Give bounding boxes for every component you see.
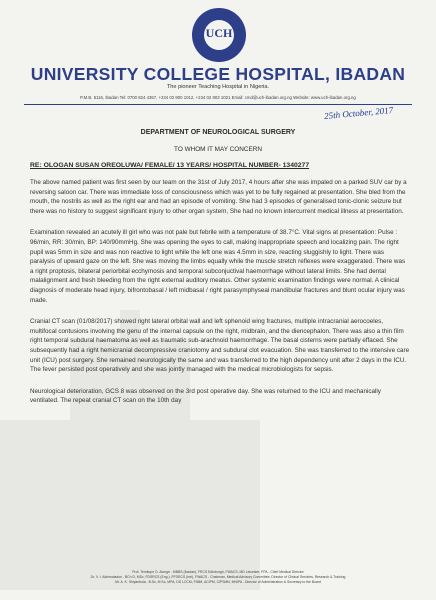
letter-footer (0, 570, 436, 586)
subject-line: RE: OLOGAN SUSAN OREOLUWA/ FEMALE/ 13 YEARS/ HOSPITAL NUMBER- 1340277 (30, 162, 310, 169)
footer-line: Prof. Temitope O. Alonge - MBBS (Ibadan), FRCS Edinburgh, FWACS, MD Leicester, FPA - Chief Medical Director (132, 570, 304, 574)
paragraph: Cranial CT scan (01/08/2017) showed right lateral orbital wall and left sphenoid wing fractures, multiple intracranial aerocoeles, multifocal contusions involving the genu of the internal capsule on the right, midbrain, and the diencephalon. There was also a thin film right temporal subdural haematoma as well as traumatic sub-arachnoid haemorrhage. The basal cisterns were partially effaced. She subsequently had a right hemicranial decompressive craniotomy and subdural clot evacuation. She was transferred to the intensive care unit (ICU) post surgery. She remained neurologically the same and was transferred to the high dependency unit after 2 days in the ICU. The fever persisted post operatively and she was jointly managed with the medical microbiologists for sepsis. (30, 318, 410, 374)
department-heading: DEPARTMENT OF NEUROLOGICAL SURGERY (140, 129, 296, 136)
header-rule (24, 104, 412, 105)
handwritten-date: 25th October, 2017 (323, 105, 394, 121)
hospital-tagline: The pioneer Teaching Hospital in Nigeria. (166, 84, 270, 90)
hospital-logo: UCH (192, 8, 246, 62)
paragraph: The above named patient was first seen by our team on the 31st of July 2017, 4 hours after she was impaled on a parked SUV car by a reversing saloon car. There was immediate loss of consciousness which was yet to be fully regained at presentation. She bled from the mouth, the nostrils as well as the right ear and had an episode of vomiting. She had 3 episodes of generalised tonic-clonic seizure but there was no history to suggest significant injury to other organ system, She had no known intercurrent medical illness at presentation. (30, 179, 407, 215)
hospital-name: UNIVERSITY COLLEGE HOSPITAL, IBADAN (30, 64, 406, 84)
letter-body (30, 178, 410, 418)
paragraph: Neurological deterioration, GCS 8 was observed on the 3rd post operative day. She was returned to the ICU and mechanically ventilated. The repeat cranial CT scan on the 10th day (30, 387, 381, 405)
paragraph: Examination revealed an acutely ill girl who was not pale but febrile with a temperature of 38.7°C. Vital signs at presentation: Pulse : 96/min, RR: 30/min, BP: 140/90mmHg. She was opening the eyes to call, making inappropriate speech and localizing pain. The right pupil was 5mm in size and was non reactive to light while the left one was 4.5mm in size, reacting sluggishly to light. There was paralysis of upward gaze on the left. She was moving the limbs equally while the muscle stretch reflexes were exaggerated. There was a right proptosis, bilateral periorbital ecchymosis and temporal subconjuctival haemorrhage without lateral limits. She had dental malalignment and fresh bleeding from the right external auditory meatus. Other systemic examination findings were normal. A clinical diagnosis of moderate head injury, bifrontobasal / left midbasal / right parasymphyseal mandibular fractures and blunt ocular injury was made. (30, 229, 406, 304)
hospital-address: P.M.B. 5116, Ibadan Tel: 0700 824 4357, +234 02 800 1012, +234 02 803 1021 Email: cmd@uch-ibadan.org.ng Website: www.uch-ibadan.org.ng (80, 95, 356, 100)
footer-line: Dr. V. I. Akinmoladun - BCh D, MSc, FDSRCS (Eng.), FFDRCS (Irel), FWACS - Chairman, Medical Advisory Committee; Director of Clinical Services, Research & Training (90, 575, 346, 580)
salutation: TO WHOM IT MAY CONCERN (174, 146, 262, 153)
footer-line: Mr. A. K. Shiyanbola - B.Sc, M.Sc, MPA, DD LCCM, FIMM, ACIPM, CIPSMN, MNIPA - Director of Administration & Secretary to the Board (115, 580, 321, 585)
